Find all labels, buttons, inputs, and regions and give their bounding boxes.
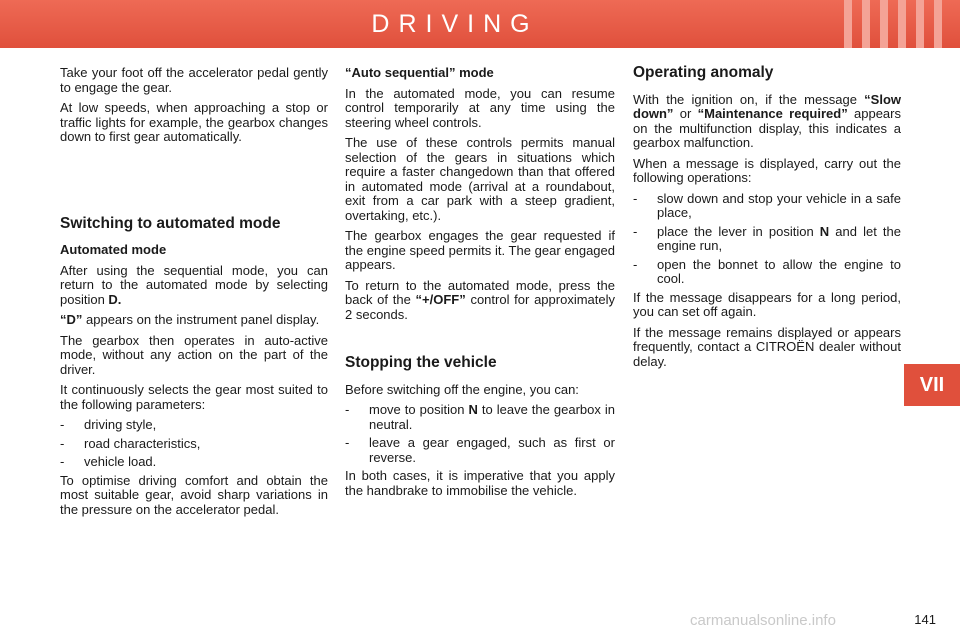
operations-list [633, 192, 901, 287]
d-indicator: “D” [60, 312, 83, 327]
chapter-tab[interactable]: VII [904, 364, 960, 406]
paragraph-text: To return to the automated mode, press the back of the [345, 277, 615, 307]
paragraph [633, 93, 901, 151]
list-item: - open the bonnet to allow the engine to cool. [633, 258, 901, 287]
list-text: place the lever in position [657, 223, 820, 239]
paragraph: To optimise driving comfort and obtain the most suitable gear, avoid sharp variations in the pressure on the accelerator pedal. [60, 472, 328, 517]
watermark: carmanualsonline.info [690, 612, 836, 629]
stop-options-list [345, 403, 615, 465]
intro-paragraph: At low speeds, when approaching a stop or traffic lights for example, the gearbox changes down to first gear automatically. [60, 100, 328, 144]
section-title: Operating anomaly [633, 64, 774, 81]
list-text: move to position [369, 402, 469, 417]
paragraph: If the message remains displayed or appears frequently, contact a CITROËN dealer without delay. [633, 324, 901, 369]
list-text: to leave the gearbox in neutral. [369, 402, 615, 432]
paragraph [345, 279, 615, 323]
chapter-title: DRIVING [371, 10, 539, 38]
position-n: N [468, 402, 478, 417]
paragraph: It continuously selects the gear most suited to the following parameters: [60, 382, 328, 412]
position-d: D. [108, 291, 122, 307]
column-1 [60, 66, 328, 523]
section-title: Stopping the vehicle [345, 354, 497, 371]
paragraph-text: appears on the multifunction display, this indicates a gearbox malfunction. [633, 106, 901, 150]
paragraph: The gearbox engages the gear requested if the engine speed permits it. The gear engaged appears. [345, 228, 615, 272]
chapter-header [0, 0, 960, 48]
maintenance-message: “Maintenance required” [697, 106, 848, 121]
position-n: N [819, 223, 830, 239]
page-number: 141 [914, 612, 936, 627]
list-item: - leave a gear engaged, such as first or reverse. [345, 436, 615, 465]
column-2 [345, 66, 615, 504]
paragraph [60, 313, 328, 328]
paragraph: In both cases, it is imperative that you apply the handbrake to immobilise the vehicle. [345, 468, 615, 498]
intro-paragraph: Take your foot off the accelerator pedal gently to engage the gear. [60, 65, 328, 95]
paragraph: When a message is displayed, carry out the following operations: [633, 155, 901, 185]
header-stripe [862, 0, 870, 48]
paragraph: The use of these controls permits manual selection of the gears in situations which require a faster changedown than that offered in automated mode (arrival at a roundabout, exit from a car park with a steep gradient, overtaking, etc.). [345, 135, 615, 223]
column-3 [633, 66, 901, 375]
header-stripe [898, 0, 906, 48]
subheading: “Auto sequential” mode [345, 65, 494, 80]
list-item: - vehicle load. [60, 455, 328, 470]
slow-down-message: “Slow down” [633, 91, 901, 121]
paragraph [60, 264, 328, 308]
paragraph: The gearbox then operates in auto-active mode, without any action on the part of the driver. [60, 332, 328, 377]
header-stripe [880, 0, 888, 48]
list-item [633, 225, 901, 254]
list-item: - slow down and stop your vehicle in a safe place, [633, 192, 901, 221]
paragraph: Before switching off the engine, you can: [345, 381, 579, 397]
parameter-list [60, 418, 328, 470]
header-stripe [844, 0, 852, 48]
section-title: Switching to automated mode [60, 214, 281, 232]
list-text: and let the engine run, [657, 223, 902, 253]
list-item [345, 403, 615, 432]
paragraph-text: After using the sequential mode, you can return to the automated mode by selecting position [60, 262, 328, 307]
off-control: “+/OFF” [415, 292, 466, 307]
list-item: - road characteristics, [60, 437, 328, 452]
header-stripe [934, 0, 942, 48]
paragraph: If the message disappears for a long period, you can set off again. [633, 289, 901, 319]
list-item: - driving style, [60, 418, 328, 433]
header-stripe [916, 0, 924, 48]
paragraph-text: or [673, 106, 698, 121]
paragraph-text: With the ignition on, if the message [633, 91, 865, 107]
paragraph-text: appears on the instrument panel display. [82, 312, 320, 327]
paragraph-text: control for approximately 2 seconds. [345, 292, 615, 322]
subheading: Automated mode [60, 242, 167, 257]
paragraph: In the automated mode, you can resume control temporarily at any time using the steering wheel controls. [345, 85, 615, 130]
